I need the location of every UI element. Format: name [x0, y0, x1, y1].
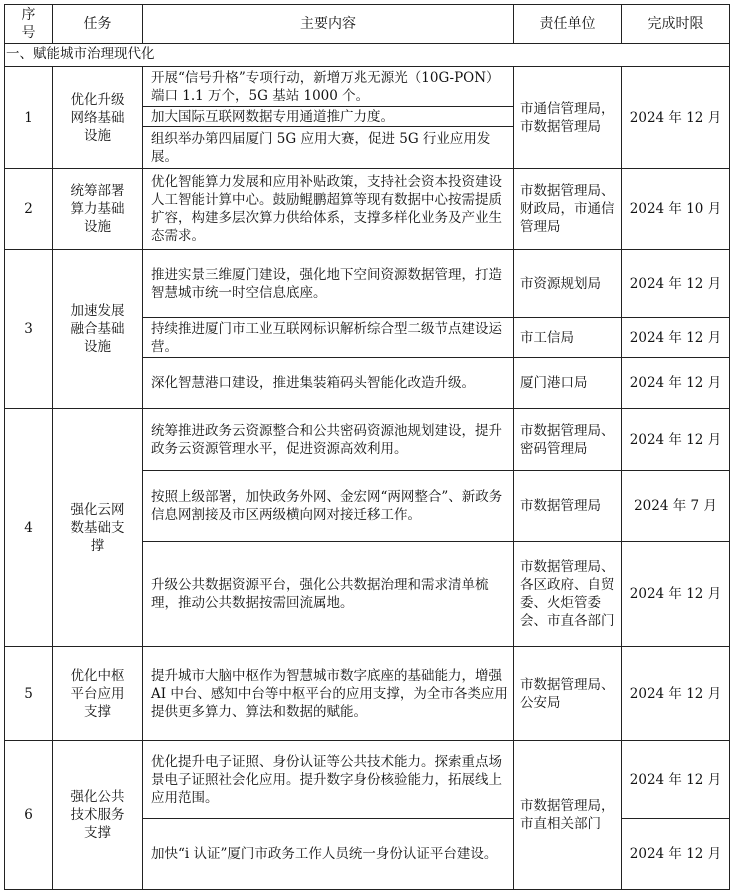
row-number: 2: [24, 201, 33, 217]
content-item: 按照上级部署，加快政务外网、金宏网“两网整合”、新政务信息网割接及市区两级横向网对接迁移工作。: [151, 489, 503, 523]
task-name: 加速发展融合基础设施: [70, 303, 125, 355]
responsible-unit: 市数据管理局、密码管理局: [520, 422, 615, 457]
row-number: 5: [24, 685, 33, 702]
deadline: 2024 年 12 月: [629, 685, 722, 702]
deadline: 2024 年 10 月: [629, 201, 722, 217]
deadline: 2024 年 7 月: [634, 498, 717, 514]
deadline: 2024 年 12 月: [629, 586, 722, 602]
responsible-unit: 市通信管理局，市数据管理局: [520, 100, 615, 135]
deadline: 2024 年 12 月: [629, 109, 722, 126]
header-deadline: 完成时限: [647, 16, 704, 32]
task-name: 优化中枢平台应用支撑: [70, 667, 125, 720]
responsible-unit: 市数据管理局、财政局，市通信管理局: [520, 183, 615, 235]
content-item: 深化智慧港口建设，推进集装箱码头智能化改造升级。: [151, 375, 475, 391]
deadline: 2024 年 12 月: [629, 329, 722, 346]
deadline: 2024 年 12 月: [629, 275, 722, 292]
row-number: 6: [24, 807, 33, 823]
deadline: 2024 年 12 月: [629, 846, 722, 862]
responsible-unit: 市数据管理局，市直相关部门: [520, 798, 615, 832]
content-item: 优化智能算力发展和应用补贴政策，支持社会资本投资建设人工智能计算中心。鼓励鲲鹏超算等现有数据中心按需提质扩容，构建多层次算力供给体系，支撑多样化业务及产业生态需求。: [151, 174, 502, 244]
content-item: 持续推进厦门市工业互联网标识解析综合型二级节点建设运营。: [151, 320, 502, 355]
content-item: 组织举办第四届厦门 5G 应用大赛，促进 5G 行业应用发展。: [151, 130, 491, 165]
content-item: 推进实景三维厦门建设，强化地下空间资源数据管理，打造智慧城市统一时空信息底座。: [151, 266, 502, 301]
rule: [729, 4, 730, 890]
content-item: 升级公共数据资源平台，强化公共数据治理和需求清单梳理，推动公共数据按需回流属地。: [151, 577, 489, 611]
header-task: 任务: [83, 16, 112, 32]
task-name: 强化云网数基础支撑: [70, 501, 125, 554]
row-number: 3: [24, 321, 33, 337]
task-name: 强化公共技术服务支撑: [70, 789, 125, 841]
responsible-unit: 市数据管理局、公安局: [520, 676, 615, 711]
responsible-unit: 市工信局: [520, 329, 574, 346]
content-item: 加快“i 认证”厦门市政务工作人员统一身份认证平台建设。: [151, 846, 498, 862]
deadline: 2024 年 12 月: [629, 771, 722, 788]
deadline: 2024 年 12 月: [629, 431, 722, 448]
content-item: 开展“信号升格”专项行动，新增万兆无源光（10G-PON）端口 1.1 万个，5G 基站 1000 个。: [151, 69, 500, 104]
responsible-unit: 市资源规划局: [520, 275, 601, 292]
row-number: 4: [24, 519, 33, 536]
responsible-unit: 市数据管理局、各区政府、自贸委、火炬管委会、市直各部门: [520, 559, 615, 629]
header-no: 序号: [21, 7, 36, 41]
row-number: 1: [24, 109, 33, 126]
content-item: 统筹推进政务云资源整合和公共密码资源池规划建设，提升政务云资源管理水平，促进资源高效利用。: [151, 422, 502, 457]
content-item: 优化提升电子证照、身份认证等公共技术能力。探索重点场景电子证照社会化应用。提升数字身份核验能力，拓展线上应用范围。: [151, 753, 502, 806]
responsible-unit: 市数据管理局: [520, 498, 601, 514]
task-name: 优化升级网络基础设施: [70, 91, 125, 144]
deadline: 2024 年 12 月: [629, 375, 722, 391]
content-item: 提升城市大脑中枢作为智慧城市数字底座的基础能力，增强 AI 中台、感知中台等中枢平台的应用支撑，为全市各类应用提供更多算力、算法和数据的赋能。: [151, 667, 508, 720]
content-item: 加大国际互联网数据专用通道推广力度。: [151, 108, 394, 125]
task-name: 统筹部署算力基础设施: [70, 183, 125, 235]
header-content: 主要内容: [300, 16, 356, 32]
responsible-unit: 厦门港口局: [520, 375, 588, 391]
section-title: 一、赋能城市治理现代化: [6, 46, 155, 62]
header-unit: 责任单位: [539, 16, 596, 32]
